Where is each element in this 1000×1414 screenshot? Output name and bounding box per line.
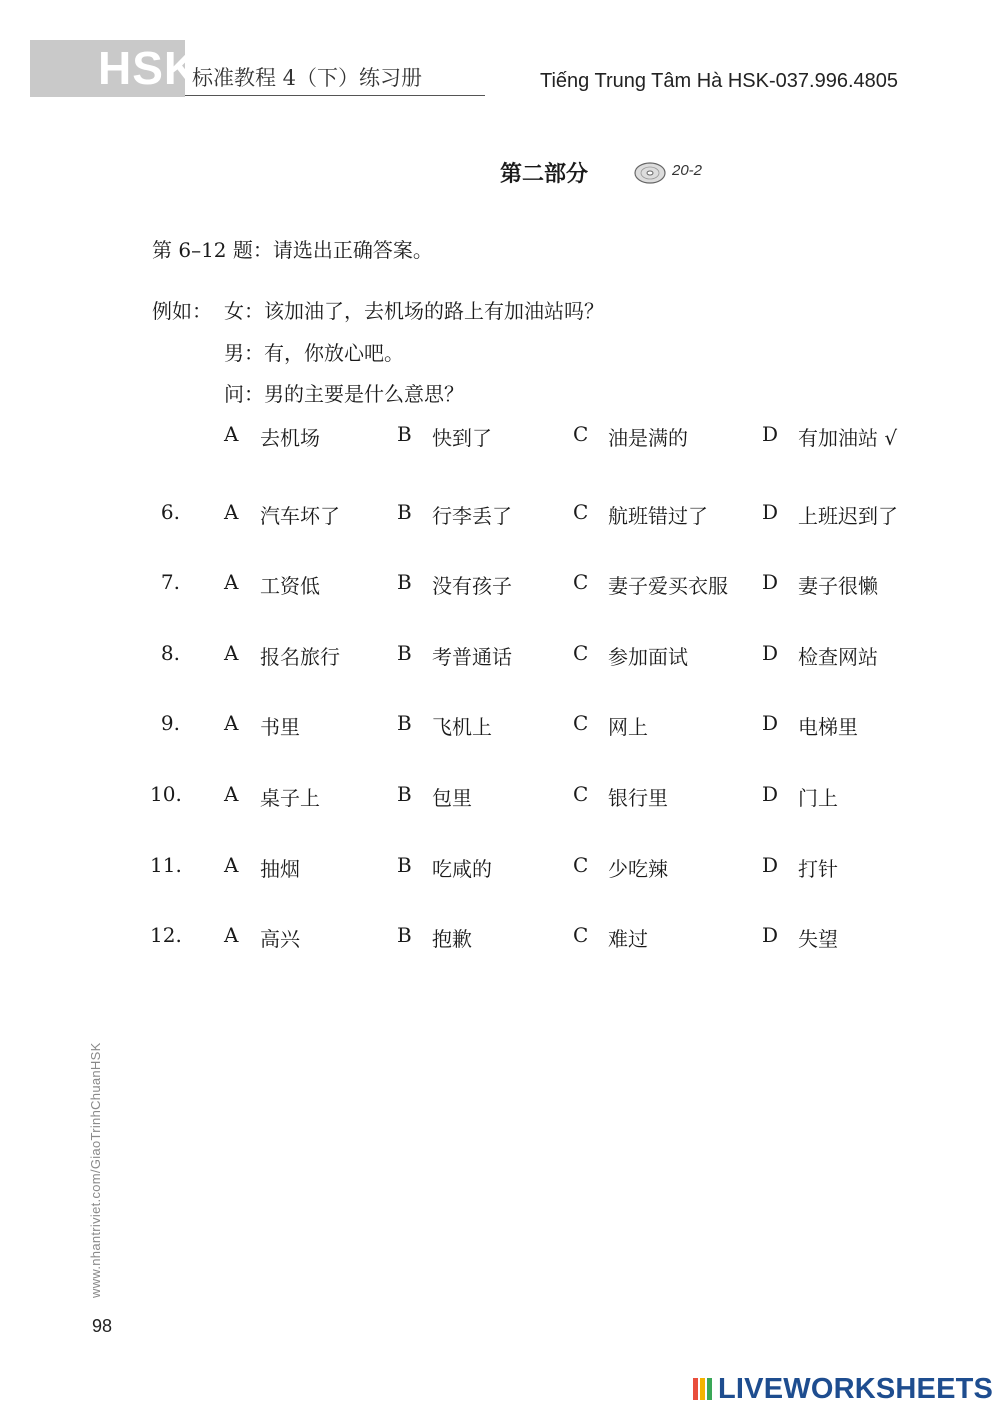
- question-number: 8.: [160, 641, 180, 665]
- option-letter: C: [573, 711, 589, 735]
- cd-icon: [633, 158, 667, 186]
- answer-option[interactable]: 报名旅行: [260, 645, 340, 669]
- answer-option[interactable]: 抱歉: [432, 927, 472, 951]
- liveworksheets-brand[interactable]: [692, 1374, 993, 1404]
- option-letter: C: [573, 853, 589, 877]
- option-letter: A: [224, 570, 239, 594]
- answer-option[interactable]: 行李丢了: [432, 504, 512, 528]
- option-letter: B: [397, 500, 412, 524]
- answer-option[interactable]: 工资低: [260, 574, 320, 598]
- option-letter: C: [573, 641, 589, 665]
- sidebar-url: www.nhantriviet.com/GiaoTrinhChuanHSK: [88, 1042, 103, 1298]
- answer-option[interactable]: 少吃辣: [608, 857, 668, 881]
- answer-option[interactable]: 打针: [798, 857, 838, 881]
- answer-option[interactable]: 电梯里: [798, 715, 858, 739]
- question-number: 9.: [160, 711, 180, 735]
- example-line-question: 问：男的主要是什么意思？: [224, 382, 464, 406]
- option-letter: B: [397, 923, 412, 947]
- answer-option[interactable]: 难过: [608, 927, 648, 951]
- example-option-letter: D: [762, 422, 779, 446]
- answer-option[interactable]: 飞机上: [432, 715, 492, 739]
- example-line-woman: 女：该加油了，去机场的路上有加油站吗？: [224, 299, 604, 323]
- option-letter: B: [397, 641, 412, 665]
- example-option-letter: A: [224, 422, 239, 446]
- answer-option[interactable]: 上班迟到了: [798, 504, 898, 528]
- option-letter: D: [762, 500, 779, 524]
- option-letter: D: [762, 853, 779, 877]
- option-letter: B: [397, 782, 412, 806]
- answer-option[interactable]: 考普通话: [432, 645, 512, 669]
- answer-option[interactable]: 妻子爱买衣服: [608, 574, 728, 598]
- example-option-text: 快到了: [432, 426, 492, 450]
- example-line-man: 男：有，你放心吧。: [224, 341, 404, 365]
- page-number: 98: [92, 1316, 113, 1336]
- header-rule: [185, 95, 485, 96]
- answer-option[interactable]: 妻子很懒: [798, 574, 878, 598]
- answer-option[interactable]: 失望: [798, 927, 838, 951]
- answer-option[interactable]: 航班错过了: [608, 504, 708, 528]
- answer-option[interactable]: 抽烟: [260, 857, 300, 881]
- option-letter: B: [397, 853, 412, 877]
- option-letter: A: [224, 711, 239, 735]
- book-title: 标准教程 4（下）练习册: [192, 66, 423, 90]
- option-letter: D: [762, 570, 779, 594]
- answer-option[interactable]: 检查网站: [798, 645, 878, 669]
- option-letter: A: [224, 500, 239, 524]
- example-option-letter: C: [573, 422, 589, 446]
- example-option-letter: B: [397, 422, 412, 446]
- option-letter: A: [224, 782, 239, 806]
- answer-option[interactable]: 高兴: [260, 927, 300, 951]
- answer-option[interactable]: 网上: [608, 715, 648, 739]
- option-letter: D: [762, 711, 779, 735]
- answer-option[interactable]: 汽车坏了: [260, 504, 340, 528]
- answer-option[interactable]: 桌子上: [260, 786, 320, 810]
- question-number: 11.: [150, 853, 182, 877]
- question-number: 12.: [150, 923, 182, 947]
- answer-option[interactable]: 没有孩子: [432, 574, 512, 598]
- answer-option[interactable]: 吃咸的: [432, 857, 492, 881]
- option-letter: B: [397, 570, 412, 594]
- liveworksheets-logo-icon: [692, 1376, 714, 1402]
- option-letter: D: [762, 641, 779, 665]
- question-number: 10.: [150, 782, 182, 806]
- example-label: 例如：: [152, 299, 212, 323]
- option-letter: B: [397, 711, 412, 735]
- section-title: 第二部分: [500, 161, 589, 187]
- answer-option[interactable]: 参加面试: [608, 645, 688, 669]
- option-letter: C: [573, 500, 589, 524]
- option-letter: A: [224, 853, 239, 877]
- answer-option[interactable]: 银行里: [608, 786, 668, 810]
- option-letter: A: [224, 923, 239, 947]
- option-letter: D: [762, 923, 779, 947]
- hsk-logo: HSK: [98, 42, 199, 94]
- liveworksheets-logo-text: LIVEWORKSHEETS: [718, 1372, 994, 1405]
- option-letter: A: [224, 641, 239, 665]
- option-letter: C: [573, 570, 589, 594]
- example-option-text: 油是满的: [608, 426, 688, 450]
- answer-option[interactable]: 门上: [798, 786, 838, 810]
- question-number: 7.: [160, 570, 180, 594]
- answer-option[interactable]: 书里: [260, 715, 300, 739]
- answer-option[interactable]: 包里: [432, 786, 472, 810]
- option-letter: D: [762, 782, 779, 806]
- question-number: 6.: [160, 500, 180, 524]
- header-right-text: Tiếng Trung Tâm Hà HSK-037.996.4805: [540, 70, 898, 92]
- example-option-text: 去机场: [260, 426, 320, 450]
- audio-track-label: 20-2: [672, 162, 703, 179]
- option-letter: C: [573, 923, 589, 947]
- instruction: 第 6–12 题：请选出正确答案。: [152, 238, 433, 262]
- option-letter: C: [573, 782, 589, 806]
- example-option-text-answer: 有加油站 √: [798, 426, 898, 450]
